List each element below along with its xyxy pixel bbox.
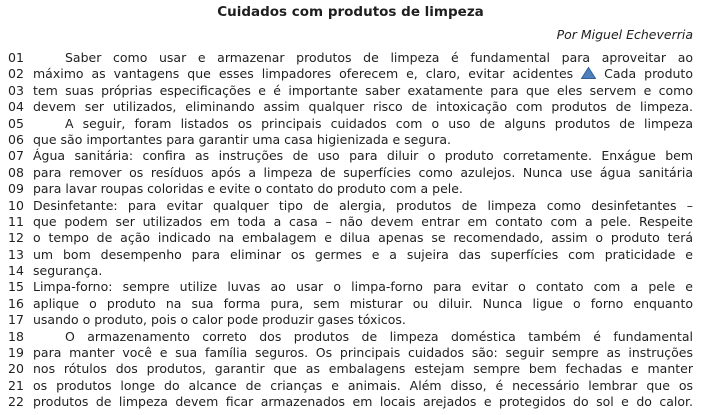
text-line — [8, 361, 693, 377]
line-number: 08 — [8, 164, 24, 180]
text-line — [8, 99, 693, 115]
line-text: para manter você e sua família seguros. Os principais cuidados são: seguir sempre as instruções — [33, 345, 693, 361]
line-number: 03 — [8, 82, 24, 98]
line-text: produtos de limpeza devem ficar armazenados em locais arejados e protegidos do sol e do calor. — [33, 394, 693, 410]
line-number: 14 — [8, 263, 24, 279]
line-number: 21 — [8, 377, 24, 393]
text-line — [8, 181, 693, 197]
line-number: 02 — [8, 66, 24, 82]
line-number: 19 — [8, 345, 24, 361]
line-text: para remover os resíduos após a limpeza de superfícies como azulejos. Nunca use água sanitária — [33, 164, 693, 180]
text-line — [8, 329, 693, 345]
text-line — [8, 247, 693, 263]
text-line — [8, 263, 693, 279]
text-line — [8, 50, 693, 66]
line-text: o tempo de ação indicado na embalagem e dilua apenas se recomendado, assim o produto terá — [33, 230, 693, 246]
text-line — [8, 116, 693, 132]
line-number: 05 — [8, 115, 24, 131]
line-text-segment: Cada produto — [604, 66, 693, 82]
text-line — [8, 312, 693, 328]
line-number: 04 — [8, 99, 24, 115]
line-text: Saber como usar e armazenar produtos de limpeza é fundamental para aproveitar ao — [65, 50, 693, 65]
line-number: 16 — [8, 295, 24, 311]
line-number: 20 — [8, 361, 24, 377]
text-line — [8, 66, 693, 82]
line-text: um bom desempenho para eliminar os germes e a sujeira das superfícies com praticidade e — [33, 246, 693, 262]
line-text: O armazenamento correto dos produtos de limpeza doméstica também é fundamental — [65, 328, 693, 344]
line-number: 09 — [8, 181, 24, 197]
text-line — [8, 230, 693, 246]
line-text: os produtos longe do alcance de crianças e animais. Além disso, é necessário lembrar que os — [33, 377, 693, 393]
line-text: A seguir, foram listados os principais cuidados com o uso de alguns produtos de limpeza — [65, 115, 693, 131]
line-number: 18 — [8, 328, 24, 344]
text-line — [8, 279, 693, 295]
line-text-segment: máximo as vantagens que esses limpadores oferecem e, claro, evitar acidentes — [33, 66, 574, 82]
text-line — [8, 148, 693, 164]
line-text: Água sanitária: confira as instruções de uso para diluir o produto corretamente. Enxágue bem — [33, 148, 693, 164]
text-body — [8, 50, 693, 411]
line-number: 13 — [8, 246, 24, 262]
line-number: 17 — [8, 312, 24, 328]
line-number: 06 — [8, 131, 24, 147]
document-title: Cuidados com produtos de limpeza — [217, 4, 484, 20]
text-line — [8, 394, 693, 410]
text-line — [8, 345, 693, 361]
text-line — [8, 165, 693, 181]
text-line — [8, 83, 693, 99]
line-text: nos rótulos dos produtos, garantir que as embalagens estejam sempre bem fechadas e manter — [33, 361, 693, 377]
line-text: para lavar roupas coloridas e evite o contato do produto com a pele. — [33, 181, 463, 197]
line-number: 15 — [8, 279, 24, 295]
text-line — [8, 198, 693, 214]
blue-triangle-marker-icon — [581, 67, 596, 79]
line-text: devem ser utilizados, eliminando assim qualquer risco de intoxicação com produtos de limpeza. — [33, 99, 693, 115]
line-text: aplique o produto na sua forma pura, sem misturar ou diluir. Nunca ligue o forno enquanto — [33, 295, 693, 311]
line-text: que são importantes para garantir uma casa higienizada e segura. — [33, 131, 451, 147]
text-line — [8, 378, 693, 394]
line-number: 11 — [8, 213, 24, 229]
text-line — [8, 296, 693, 312]
line-text: que podem ser utilizados em toda a casa – não devem entrar em contato com a pele. Respeite — [33, 213, 693, 229]
line-text: tem suas próprias especificações e é importante saber exatamente para que eles servem e como — [33, 82, 693, 98]
line-text — [33, 66, 693, 82]
line-text: usando o produto, pois o calor pode produzir gases tóxicos. — [33, 312, 406, 328]
line-number: 07 — [8, 148, 24, 164]
line-number: 10 — [8, 197, 24, 213]
text-line — [8, 214, 693, 230]
byline: Por Miguel Echeverria — [556, 27, 693, 42]
line-text: Desinfetante: para evitar qualquer tipo de alergia, produtos de limpeza como desinfetantes – — [33, 197, 693, 213]
line-number: 01 — [8, 50, 24, 65]
line-number: 22 — [8, 394, 24, 410]
line-text: segurança. — [33, 263, 103, 279]
text-line — [8, 132, 693, 148]
line-text: Limpa-forno: sempre utilize luvas ao usar o limpa-forno para evitar o contato com a pele e — [33, 279, 693, 295]
line-number: 12 — [8, 230, 24, 246]
